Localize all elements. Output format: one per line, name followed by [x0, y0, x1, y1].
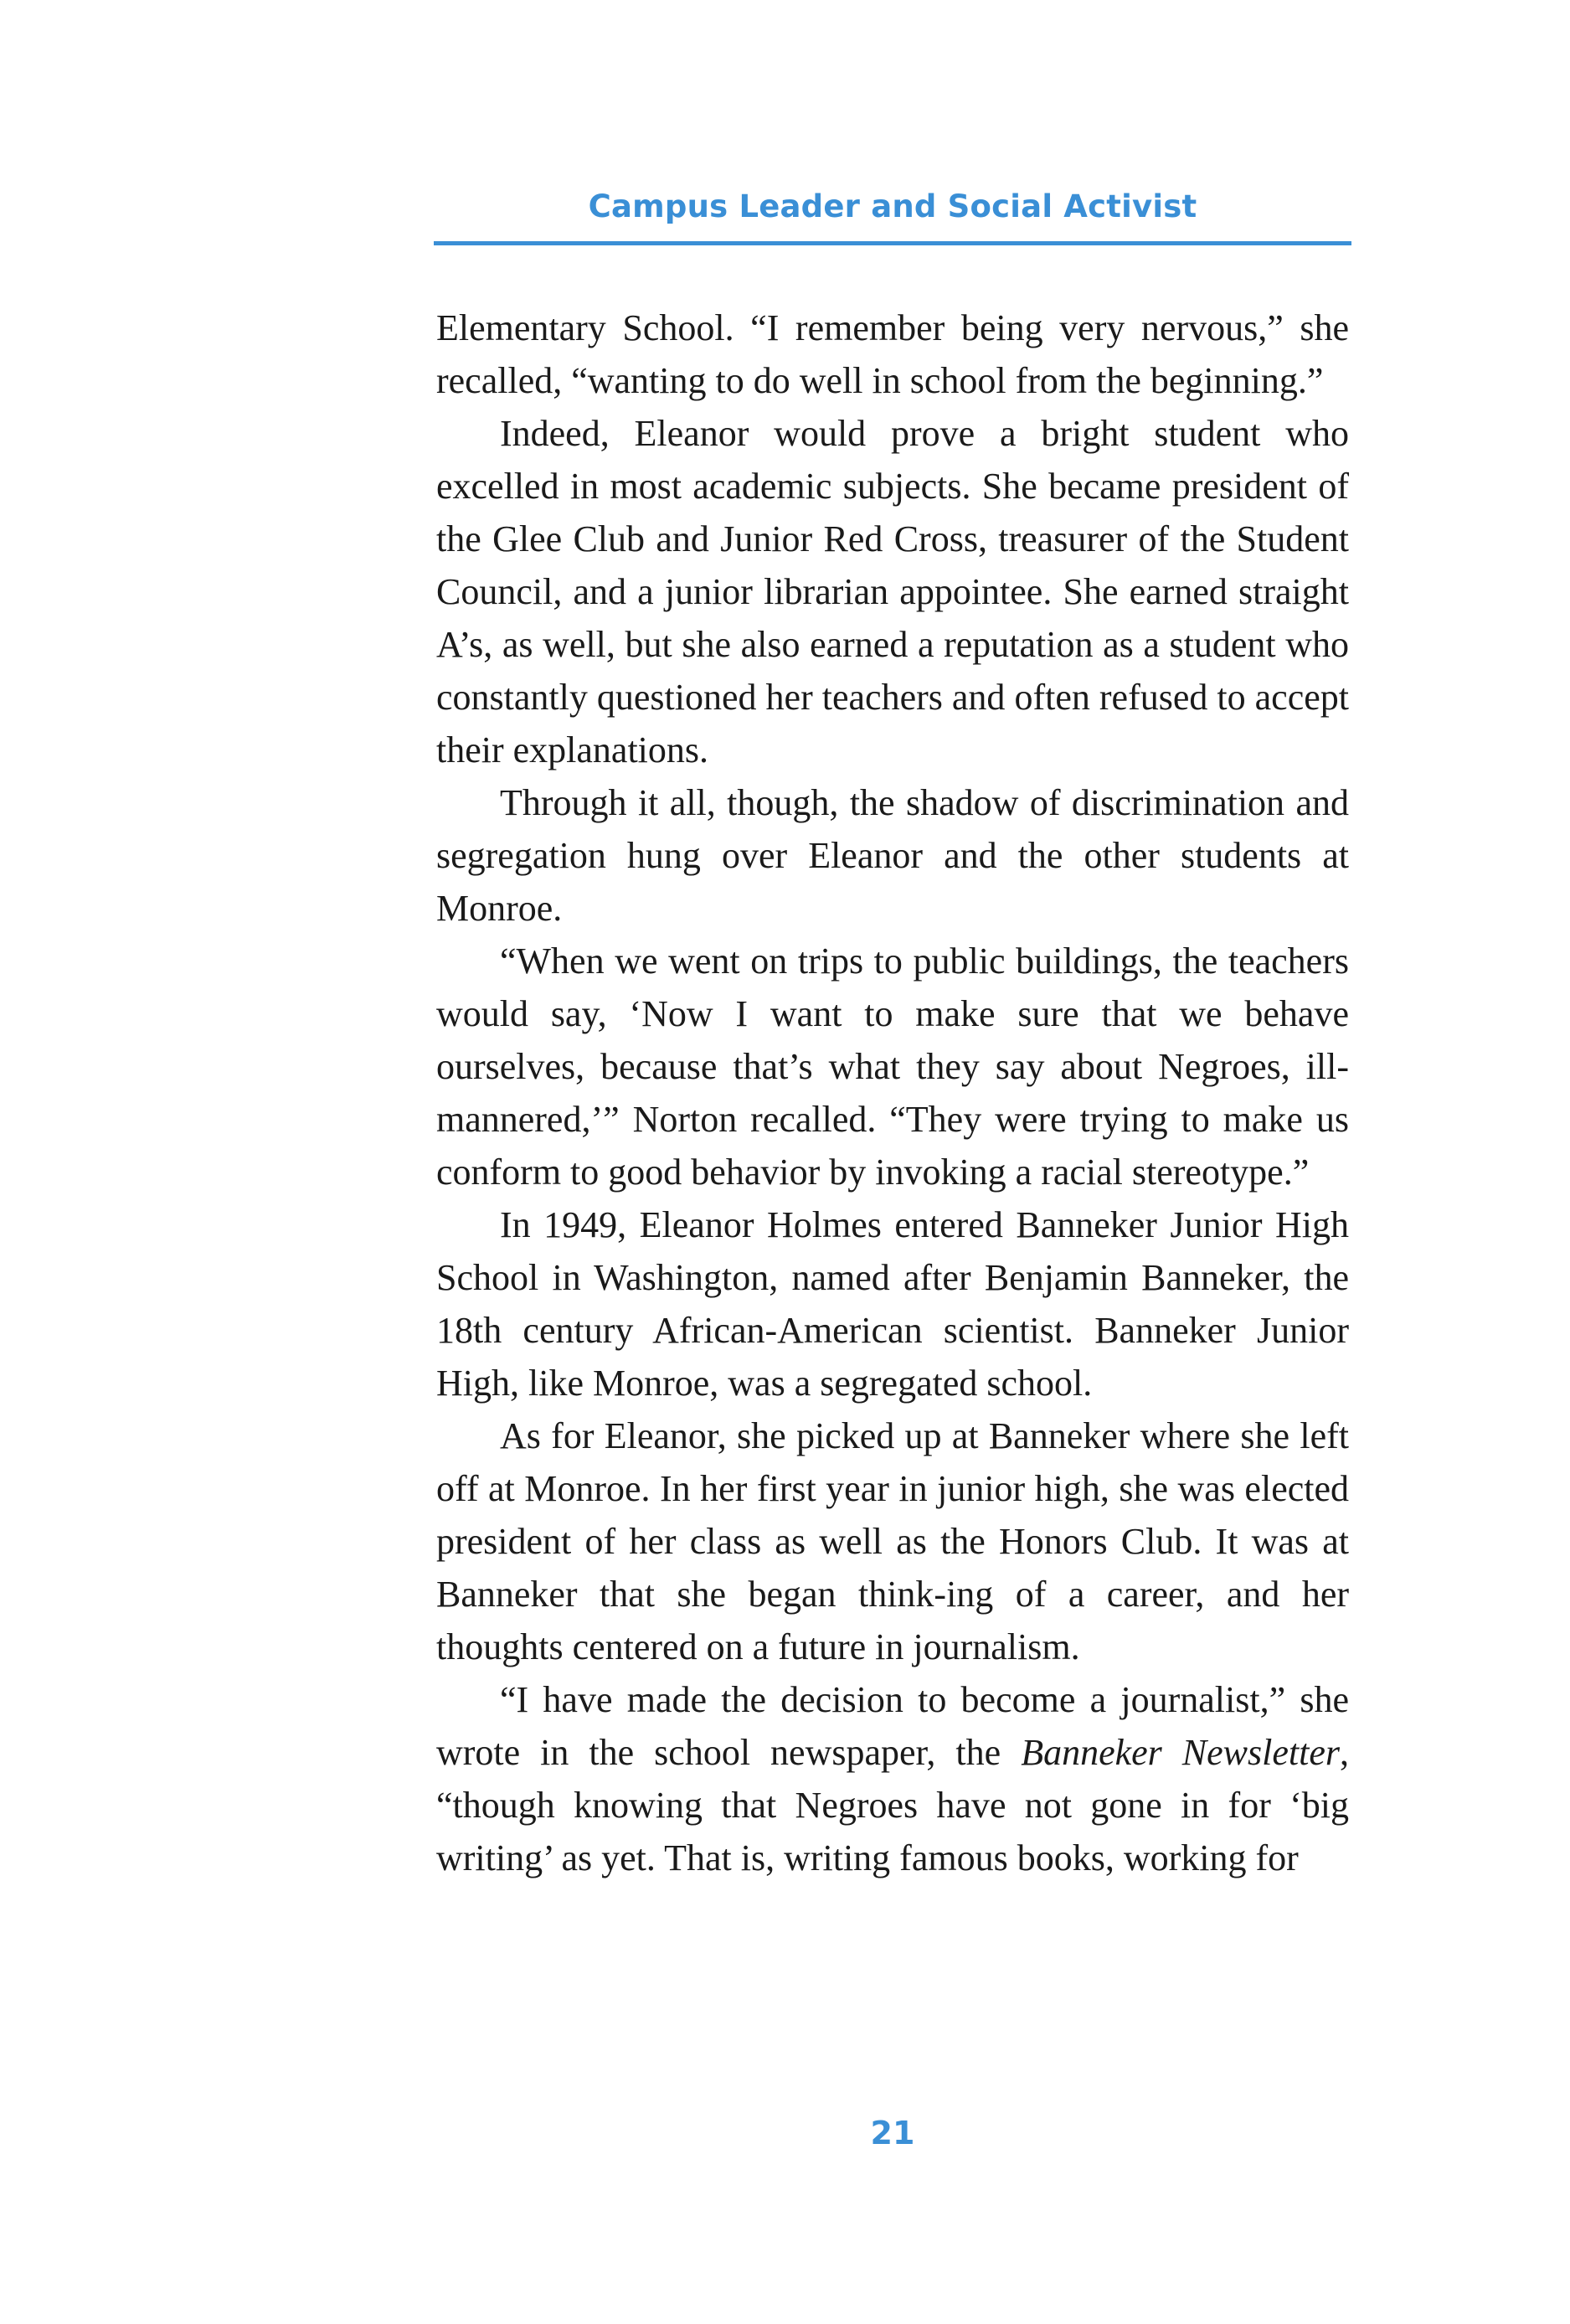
header-rule	[434, 241, 1351, 245]
paragraph-7-text-after: , “though knowing that Negroes have not gone in for ‘big writing’ as yet. That is, writing famous books, working for	[436, 1732, 1349, 1878]
page-number: 21	[870, 2115, 915, 2151]
paragraph-5: In 1949, Eleanor Holmes entered Banneker Junior High School in Washington, named after Benjamin Banneker, the 18th century African-American scientist. Banneker Junior High, like Monroe, was a segregated school.	[436, 1204, 1349, 1404]
paragraph-1: Elementary School. “I remember being very nervous,” she recalled, “wanting to do well in school from the beginning.”	[436, 307, 1349, 401]
paragraph-7	[436, 1673, 1349, 1884]
body-text	[436, 301, 1349, 1884]
newsletter-title: Banneker Newsletter	[1021, 1732, 1340, 1773]
paragraph-4: “When we went on trips to public buildings, the teachers would say, ‘Now I want to make sure that we behave ourselves, because that’s what they say about Negroes, ill-mannered,’” Norton recalled. “They were trying to make us conform to good behavior by invoking a racial stereotype.”	[436, 940, 1349, 1193]
running-head: Campus Leader and Social Activist	[588, 188, 1197, 224]
paragraph-2: Indeed, Eleanor would prove a bright student who excelled in most academic subjects. She became president of the Glee Club and Junior Red Cross, treasurer of the Student Council, and a junior librarian appointee. She earned straight A’s, as well, but she also earned a reputation as a student who constantly questioned her teachers and often refused to accept their explanations.	[436, 413, 1349, 770]
paragraph-3: Through it all, though, the shadow of discrimination and segregation hung over Eleanor and the other students at Monroe.	[436, 782, 1349, 929]
paragraph-6: As for Eleanor, she picked up at Banneker where she left off at Monroe. In her first year in junior high, she was elected president of her class as well as the Honors Club. It was at Banneker that she began think-ing of a career, and her thoughts centered on a future in journalism.	[436, 1415, 1349, 1667]
paragraph-7-text-before: “I have made the decision to become a journalist,” she wrote in the school newspaper, the	[436, 1679, 1349, 1773]
